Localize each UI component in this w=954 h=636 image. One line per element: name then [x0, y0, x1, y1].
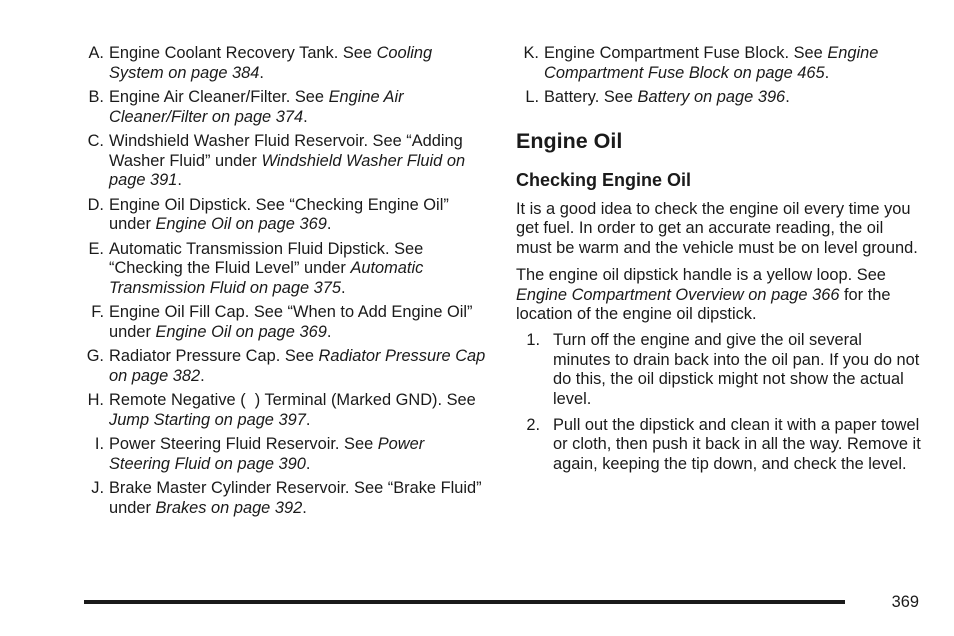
item-tail: . — [305, 455, 311, 474]
paragraph — [516, 266, 923, 325]
page-number: 369 — [891, 593, 919, 611]
item-label: K. — [523, 44, 539, 62]
footer-rule — [84, 600, 845, 604]
item-label: F. — [91, 303, 104, 322]
item-text: Remote Negative ( ) Terminal (Marked GND). See — [109, 391, 476, 410]
step-number: 2. — [526, 415, 540, 434]
paragraph-reference: Engine Compartment Overview on page 366 — [516, 285, 840, 304]
item-tail: . — [305, 411, 311, 430]
item-reference: Jump Starting on page 397 — [109, 411, 306, 430]
list-item — [78, 479, 488, 518]
item-reference: Windshield Washer Fluid on page 391 — [109, 151, 466, 190]
step-number: 1. — [526, 330, 540, 349]
item-reference: Radiator Pressure Cap on page 382 — [109, 347, 486, 386]
item-label: J. — [91, 479, 104, 498]
list-item — [78, 132, 488, 191]
item-tail: . — [785, 88, 790, 106]
list-item — [78, 303, 488, 342]
item-text: Battery. See — [544, 88, 638, 106]
list-item — [78, 240, 488, 299]
item-reference: Engine Oil on page 369 — [155, 215, 327, 234]
item-tail: . — [177, 171, 182, 190]
numbered-step — [516, 416, 923, 475]
item-label: H. — [87, 391, 104, 410]
paragraph-text: The engine oil dipstick handle is a yellow loop. See — [516, 265, 886, 284]
step-text: Pull out the dipstick and clean it with a paper towel or cloth, then push it back in all the way. Remove it again, keeping the tip down, and check the level. — [553, 415, 921, 474]
item-tail: . — [326, 323, 332, 342]
section-title: Engine Oil — [516, 128, 623, 153]
item-text: Radiator Pressure Cap. See — [109, 347, 319, 366]
item-tail: . — [200, 367, 205, 386]
step-text: Turn off the engine and give the oil several minutes to drain back into the oil pan. If you do not do this, the oil dipstick might not show the actual level. — [553, 330, 920, 409]
item-label: L. — [525, 88, 539, 106]
item-text: Engine Air Cleaner/Filter. See — [109, 88, 329, 106]
right-column — [513, 44, 923, 475]
list-item — [78, 391, 488, 430]
item-label: C. — [87, 132, 104, 150]
item-reference: Automatic Transmission Fluid on page 375 — [109, 259, 424, 298]
item-label: A. — [88, 44, 104, 62]
item-reference: Battery on page 396 — [637, 88, 786, 106]
subsection-title: Checking Engine Oil — [516, 169, 692, 190]
item-text: Brake Master Cylinder Reservoir. See “Brake Fluid” under — [109, 479, 482, 518]
item-reference: Engine Oil on page 369 — [155, 323, 327, 342]
item-text: Power Steering Fluid Reservoir. See — [109, 435, 378, 454]
item-reference: Brakes on page 392 — [155, 499, 303, 518]
list-item — [513, 88, 923, 108]
left-column — [78, 44, 488, 523]
item-reference: Engine Compartment Fuse Block on page 465 — [544, 44, 879, 82]
item-text: Automatic Transmission Fluid Dipstick. See “Checking the Fluid Level” under — [109, 239, 424, 278]
item-text: Engine Oil Dipstick. See “Checking Engine Oil” under — [109, 195, 449, 234]
item-reference: Engine Air Cleaner/Filter on page 374 — [109, 88, 404, 126]
list-item — [78, 435, 488, 474]
list-item — [78, 88, 488, 127]
list-item — [78, 196, 488, 235]
item-tail: . — [824, 63, 830, 82]
item-reference: Cooling System on page 384 — [109, 44, 433, 82]
item-tail: . — [302, 499, 307, 518]
item-text: Engine Oil Fill Cap. See “When to Add Engine Oil” under — [109, 303, 473, 342]
item-tail: . — [326, 215, 332, 234]
item-reference: Power Steering Fluid on page 390 — [109, 435, 425, 474]
item-tail: . — [303, 107, 308, 126]
list-item — [78, 44, 488, 83]
numbered-step — [516, 331, 923, 410]
list-item — [78, 347, 488, 386]
item-text: Engine Compartment Fuse Block. See — [544, 44, 828, 62]
paragraph-tail: for the location of the engine oil dipstick. — [516, 285, 891, 324]
item-tail: . — [259, 63, 264, 82]
item-label: E. — [88, 239, 104, 258]
item-label: B. — [88, 88, 104, 106]
paragraph: It is a good idea to check the engine oil every time you get fuel. In order to get an accurate reading, the oil must be warm and the vehicle must be on level ground. — [516, 199, 918, 258]
item-text: Windshield Washer Fluid Reservoir. See “Adding Washer Fluid” under — [109, 132, 463, 170]
item-label: D. — [87, 195, 104, 214]
list-item — [513, 44, 923, 83]
item-tail: . — [341, 279, 346, 298]
item-label: G. — [86, 347, 104, 366]
item-text: Engine Coolant Recovery Tank. See — [109, 44, 377, 62]
item-label: I. — [94, 435, 104, 454]
